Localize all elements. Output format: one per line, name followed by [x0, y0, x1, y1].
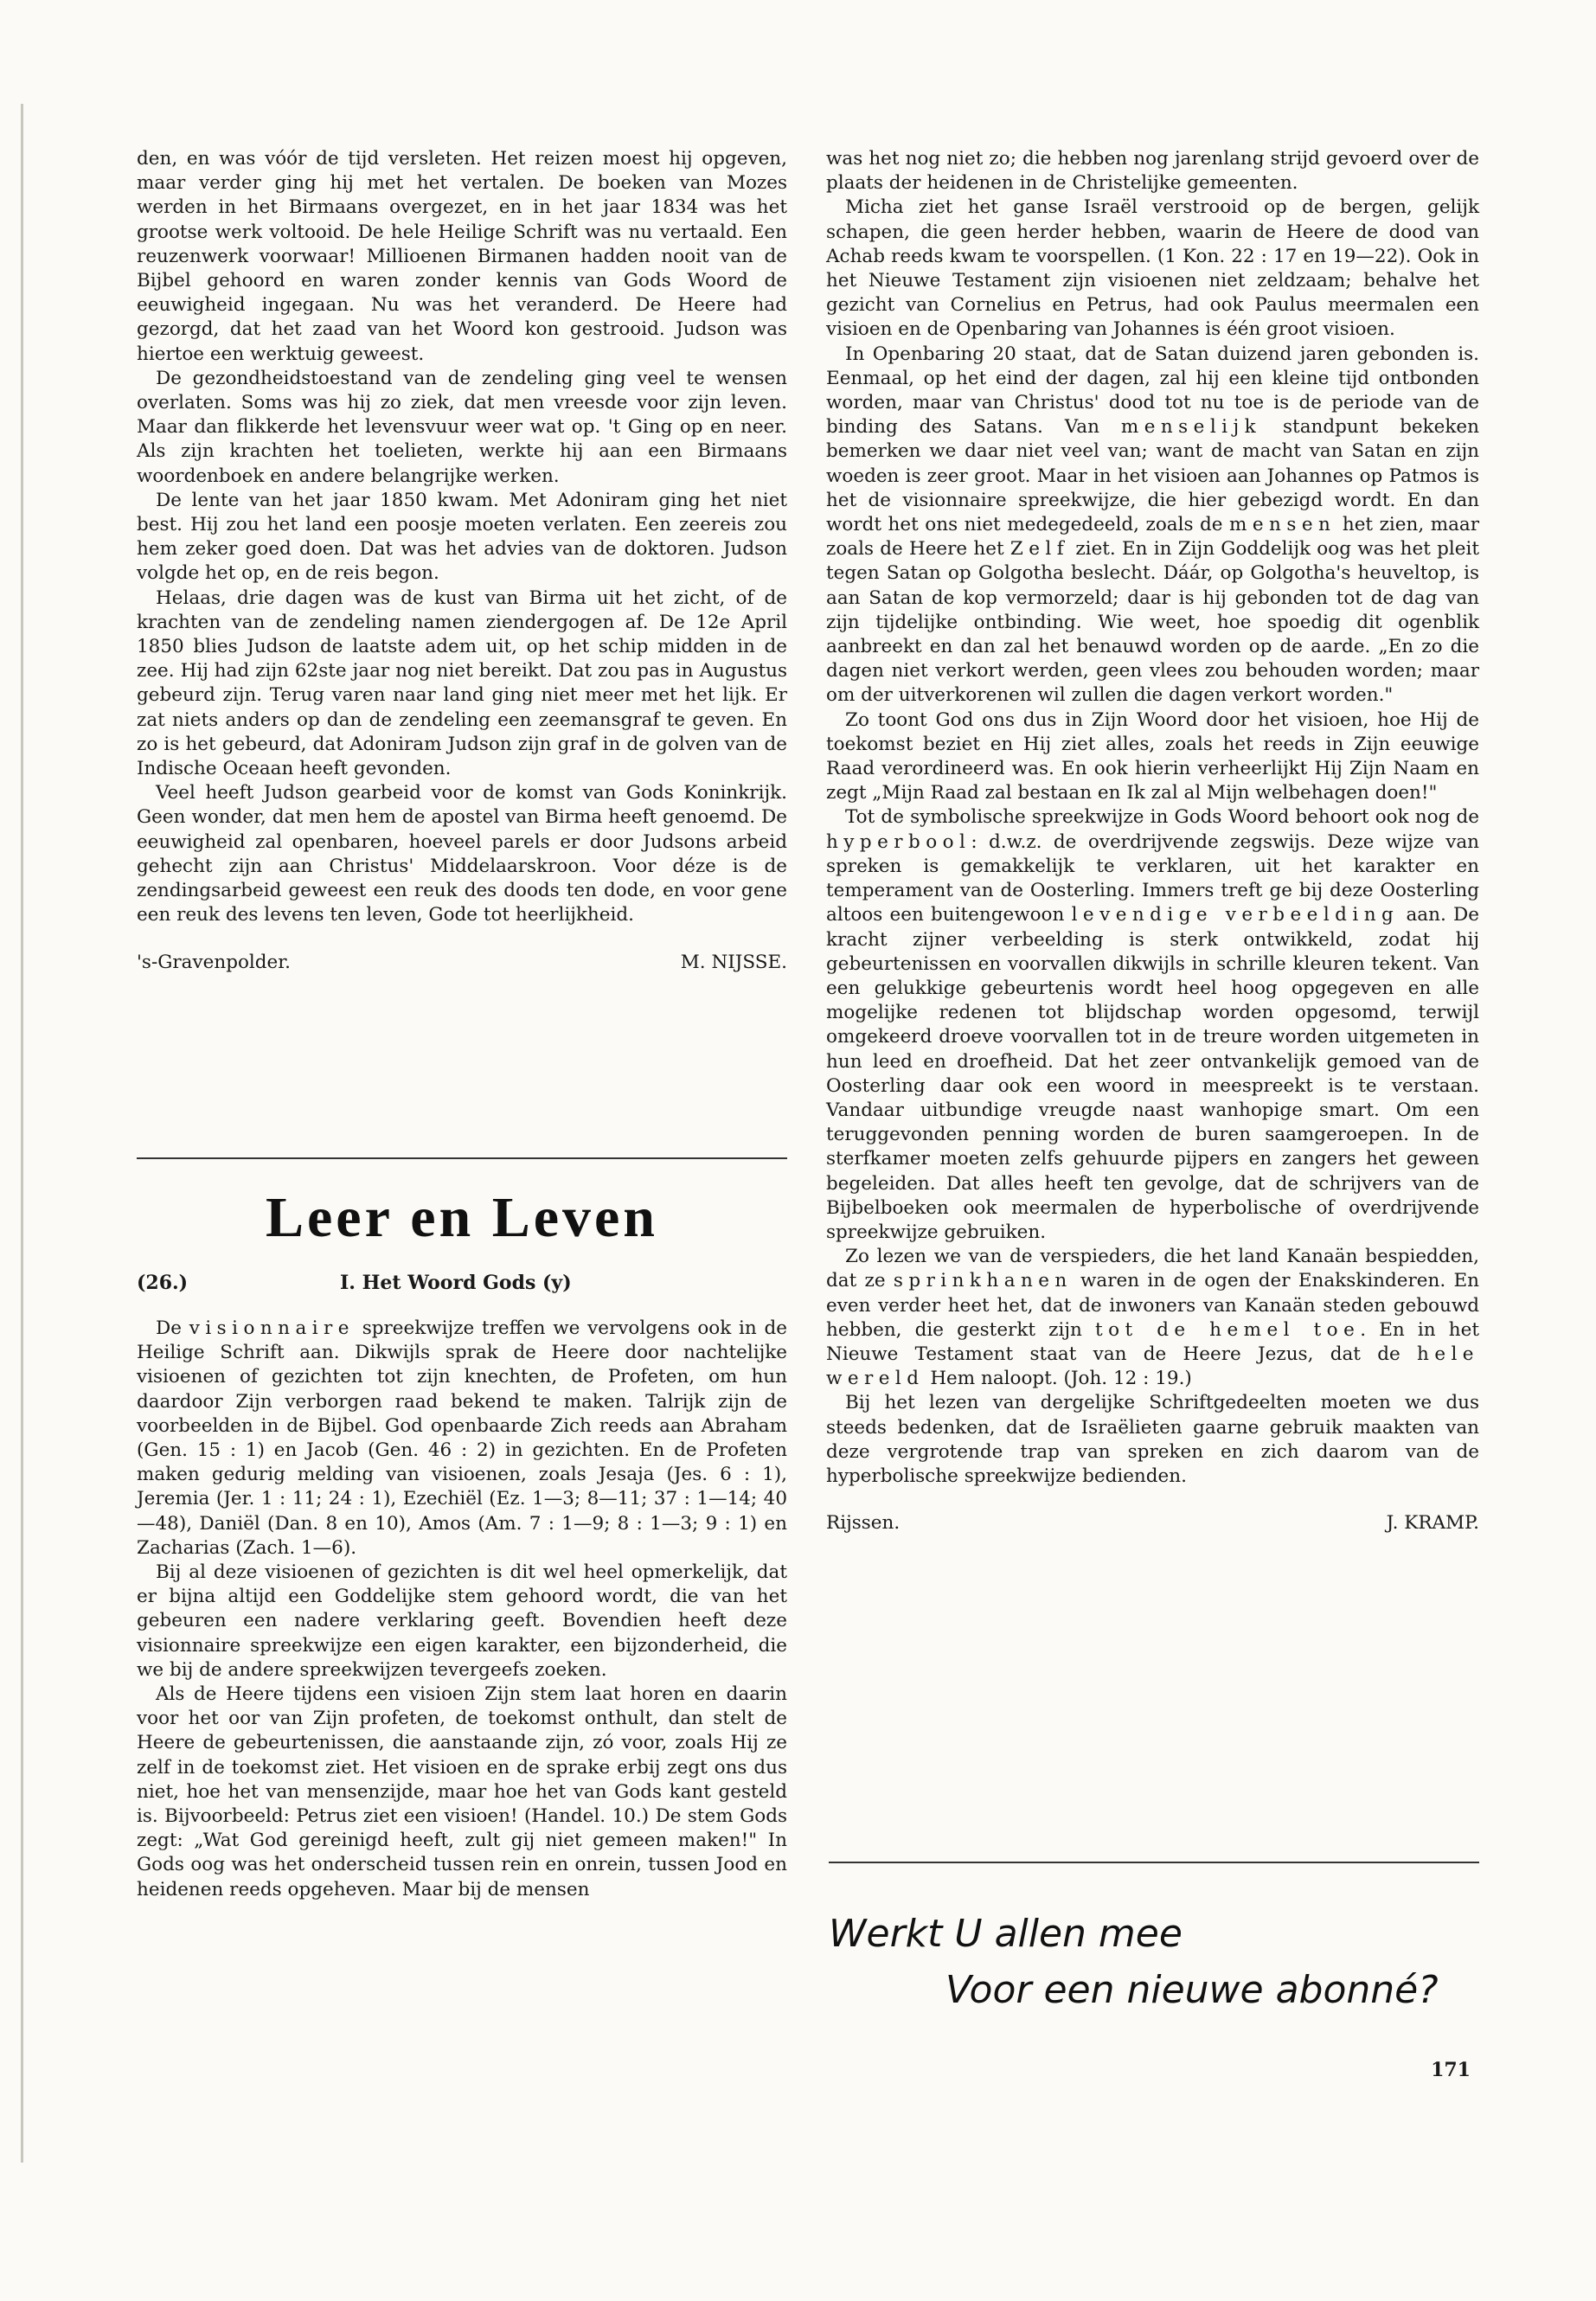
paragraph: Veel heeft Judson gearbeid voor de komst van Gods Koninkrijk. Geen wonder, dat men hem de apostel van Birma heeft genoemd. De eeuwigheid zal openbaren, hoeveel parels er door Judsons arbeid gehecht zijn aan Christus' Middelaarskroon. Voor déze is de zendingsarbeid geweest een reuk des doods ten dode, en voor gene een reuk des levens ten leven, Gode tot heerlijkheid.	[137, 782, 787, 926]
paragraph: De visionnaire spreekwijze treffen we vervolgens ook in de Heilige Schrift aan. Dikwijls sprak de Heere door nachtelijke visioenen of gezichten tot zijn knechten, de Profeten, om hun daardoor Zijn verborgen raad bekend te maken. Talrijk zijn de voorbeelden in de Bijbel. God openbaarde Zich reeds aan Abraham (Gen. 15 : 1) en Jacob (Gen. 46 : 2) in gezichten. En de Profeten maken gedurig melding van visioenen, zoals Jesaja (Jes. 6 : 1), Jeremia (Jer. 1 : 11; 24 : 1), Ezechiël (Ez. 1—3; 8—11; 37 : 1—14; 40—48), Daniël (Dan. 8 en 10), Amos (Am. 7 : 1—9; 8 : 1—3; 9 : 1) en Zacharias (Zach. 1—6).	[137, 1317, 787, 1559]
paragraph: Micha ziet het ganse Israël verstrooid op de bergen, gelijk schapen, die geen herder hebben, waarin de Heere de dood van Achab reeds kwam te voorspellen. (1 Kon. 22 : 17 en 19—22). Ook in het Nieuwe Testament zijn visioenen niet zeldzaam; behalve het gezicht van Cornelius en Petrus, had ook Paulus meermalen een visioen en de Openbaring van Johannes is één groot visioen.	[826, 196, 1479, 341]
signature-line	[826, 1511, 1479, 1535]
paragraph: Bij het lezen van dergelijke Schriftgedeelten moeten we dus steeds bedenken, dat de Israëlieten gaarne gebruik maakten van deze vergrotende trap van spreken en zich daarom van de hyperbolische spreekwijze bedienden.	[826, 1392, 1479, 1487]
paragraph: den, en was vóór de tijd versleten. Het reizen moest hij opgeven, maar verder ging hij met het vertalen. De boeken van Mozes werden in het Birmaans overgezet, en in het jaar 1834 was het grootse werk voltooid. De hele Heilige Schrift was nu vertaald. Een reuzenwerk voorwaar! Millioenen Birmanen hadden nooit van de Bijbel gehoord en waren zonder kennis van Gods Woord de eeuwigheid ingegaan. Nu was het veranderd. De Heere had gezorgd, dat het zaad van het Woord kon gestrooid. Judson was hiertoe een werktuig geweest.	[137, 148, 787, 365]
paragraph: Tot de symbolische spreekwijze in Gods Woord behoort ook nog de hyperbool: d.w.z. de overdrijvende zegswijs. Deze wijze van spreken is gemakkelijk te verklaren, uit het karakter en temperament van de Oosterling. Immers treft ge bij deze Oosterling altoos een buitengewoon levendige verbeelding aan. De kracht zijner verbeelding is sterk ontwikkeld, zodat hij gebeurtenissen en voorvallen dikwijls in schrille kleuren tekent. Van een gelukkige gebeurtenis wordt heel hoog opgegeven en alle mogelijke redenen tot blijdschap worden opgesomd, terwijl omgekeerd droeve voorvallen tot in de treure worden uitgemeten in hun leed en droefheid. Dat het zeer ontvankelijk gemoed van de Oosterling daar ook een woord in meespreekt is te verstaan. Vandaar uitbundige vreugde naast wanhopige smart. Om een teruggevonden penning worden de buren saamgeroepen. In de sterfkamer moeten zelfs gehuurde pijpers en zangers het geween begeleiden. Dat alles heeft ten gevolge, dat de schrijvers van de Bijbelboeken ook meermalen de hyperbolische of overdrijvende spreekwijze gebruiken.	[826, 806, 1480, 1243]
promo-line-1: Werkt U allen mee	[829, 1912, 1183, 1956]
article-body-left	[137, 1317, 787, 1902]
paragraph: Zo lezen we van de verspieders, die het land Kanaän bespiedden, dat ze sprinkhanen waren in de ogen der Enakskinderen. En even verder heet het, dat de inwoners van Kanaän steden gebouwd hebben, die gesterkt zijn tot de hemel toe. En in het Nieuwe Testament staat van de Heere Jezus, dat de hele wereld Hem naloopt. (Joh. 12 : 19.)	[826, 1246, 1480, 1390]
paragraph: De gezondheidstoestand van de zendeling ging veel te wensen overlaten. Soms was hij zo ziek, dat men vreesde voor zijn leven. Maar dan flikkerde het levensvuur weer wat op. 't Ging op en neer. Als zijn krachten het toelieten, werkte hij aan een Birmaans woordenboek en andere belangrijke werken.	[137, 367, 787, 487]
signature-place: 's-Gravenpolder.	[137, 951, 292, 973]
promo-divider	[829, 1862, 1479, 1863]
article-subtitle: I. Het Woord Gods (y)	[340, 1272, 572, 1294]
paragraph: Zo toont God ons dus in Zijn Woord door het visioen, hoe Hij de toekomst beziet en Hij ziet alles, zoals het reeds in Zijn eeuwige Raad verordineerd was. En ook hierin verheerlijkt Hij Zijn Naam en zegt „Mijn Raad zal bestaan en Ik zal al Mijn welbehagen doen!"	[826, 708, 1479, 804]
page-number: 171	[1431, 2059, 1471, 2081]
signature-author: M. NIJSSE.	[680, 951, 787, 973]
paragraph: Helaas, drie dagen was de kust van Birma uit het zicht, of de krachten van de zendeling namen ziendergogen af. De 12e April 1850 blies Judson de laatste adem uit, op het schip midden in de zee. Hij had zijn 62ste jaar nog niet bereikt. Dat zou pas in Augustus gebeurd zijn. Terug varen naar land ging niet meer met het lijk. Er zat niets anders op dan de zendeling een zeemansgraf te geven. En zo is het gebeurd, dat Adoniram Judson zijn graf in de golven van de Indische Oceaan heeft gevonden.	[137, 586, 787, 780]
promo-line-2: Voor een nieuwe abonné?	[945, 1968, 1439, 2012]
signature-author: J. KRAMP.	[1386, 1512, 1479, 1535]
signature-place: Rijssen.	[826, 1512, 901, 1535]
paragraph: In Openbaring 20 staat, dat de Satan duizend jaren gebonden is. Eenmaal, op het eind der dagen, zal hij een kleine tijd ontbonden worden, maar van Christus' dood tot nu toe is de periode van de binding des Satans. Van menselijk standpunt bekeken bemerken we daar niet veel van; want de macht van Satan en zijn woeden is zeer groot. Maar in het visioen aan Johannes op Patmos is het de visionnaire spreekwijze, die hier gebezigd wordt. En dan wordt het ons niet medegedeeld, zoals de mensen het zien, maar zoals de Heere het Zelf ziet. En in Zijn Goddelijk oog was het pleit tegen Satan op Golgotha beslecht. Dáár, op Golgotha's heuveltop, is aan Satan de kop vermorzeld; daar is hij gebonden tot de dag van zijn tijdelijke ontbinding. Wie weet, hoe spoedig dit ogenblik aanbreekt en dan zal het benauwd worden op de aarde. „En zo die dagen niet verkort werden, geen vlees zou behouden worden; maar om der uitverkorenen wil zullen die dagen verkort worden."	[826, 343, 1479, 707]
paragraph: Als de Heere tijdens een visioen Zijn stem laat horen en daarin voor het oor van Zijn profeten, de toekomst onthult, dan stelt de Heere de gebeurtenissen, die aanstaande zijn, zó voor, zoals Hij ze zelf in de toekomst ziet. Het visioen en de sprake erbij zegt ons dus niet, hoe het van mensenzijde, maar hoe het van Gods kant gesteld is. Bijvoorbeeld: Petrus ziet een visioen! (Handel. 10.) De stem Gods zegt: „Wat God gereinigd heeft, zult gij niet gemeen maken!" In Gods oog was het onderscheid tussen rein en onrein, tussen Jood en heidenen reeds opgeheven. Maar bij de mensen	[137, 1683, 787, 1900]
paragraph: was het nog niet zo; die hebben nog jarenlang strijd gevoerd over de plaats der heidenen in de Christelijke gemeenten.	[826, 148, 1479, 195]
paragraph: Bij al deze visioenen of gezichten is dit wel heel opmerkelijk, dat er bijna altijd een Goddelijke stem gehoord wordt, die van het gebeuren een nadere verklaring geeft. Bovendien heeft deze visionnaire spreekwijze een eigen karakter, een bijzonderheid, die we bij de andere spreekwijzen tevergeefs zoeken.	[137, 1561, 787, 1681]
left-column	[137, 147, 787, 975]
article-subheading	[137, 1272, 787, 1294]
paragraph: De lente van het jaar 1850 kwam. Met Adoniram ging het niet best. Hij zou het land een poosje moeten verlaten. Een zeereis zou hem zeker goed doen. Dat was het advies van de doktoren. Judson volgde het op, en de reis begon.	[137, 489, 787, 585]
signature-line	[137, 951, 787, 975]
article-number: (26.)	[137, 1272, 189, 1294]
article-title: Leer en Leven	[265, 1186, 659, 1249]
section-divider	[137, 1157, 787, 1159]
page-edge-line	[21, 104, 23, 2163]
right-column	[826, 147, 1479, 1535]
